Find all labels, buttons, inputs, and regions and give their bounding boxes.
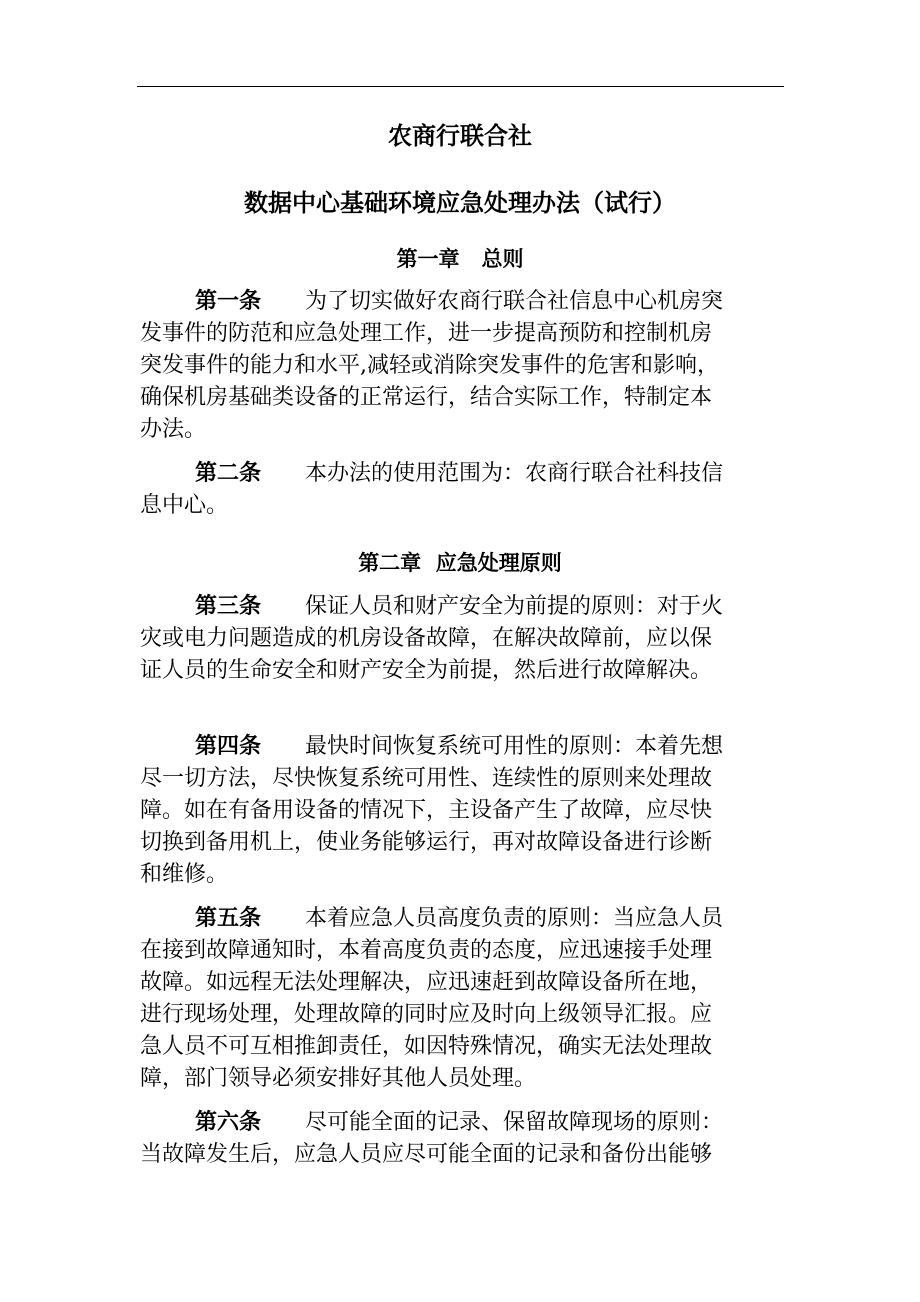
- article-label: 第五条: [195, 906, 262, 931]
- article-label: 第四条: [195, 734, 262, 759]
- paragraph-line: 和维修。: [140, 862, 229, 887]
- paragraph-line: 息中心。: [140, 493, 229, 518]
- article-label: 第一条: [195, 289, 262, 314]
- article-text: 本着应急人员高度负责的原则：当应急人员: [305, 906, 724, 931]
- article-text: 尽可能全面的记录、保留故障现场的原则：: [305, 1110, 724, 1135]
- article-text: 最快时间恢复系统可用性的原则：本着先想: [305, 734, 724, 759]
- paragraph-line: 灾或电力问题造成的机房设备故障，在解决故障前，应以保: [140, 626, 713, 651]
- article-text: 本办法的使用范围为：农商行联合社科技信: [305, 461, 724, 486]
- paragraph-line: [140, 903, 800, 935]
- paragraph-line: 确保机房基础类设备的正常运行，结合实际工作，特制定本: [140, 385, 713, 410]
- article-paragraph: [140, 286, 800, 446]
- article-label: 第三条: [195, 594, 262, 619]
- article-paragraph: [140, 903, 800, 1095]
- paragraph-line: [140, 286, 800, 318]
- paragraph-line: [140, 458, 800, 490]
- paragraph-line: [140, 731, 800, 763]
- article-text: 为了切实做好农商行联合社信息中心机房突: [305, 289, 724, 314]
- chapter-heading: 第二章 应急处理原则: [358, 551, 562, 575]
- article-text: 保证人员和财产安全为前提的原则：对于火: [305, 594, 724, 619]
- paragraph-line: 在接到故障通知时，本着高度负责的态度，应迅速接手处理: [140, 938, 713, 963]
- article-paragraph: [140, 591, 800, 687]
- paragraph-line: 发事件的防范和应急处理工作，进一步提高预防和控制机房: [140, 321, 713, 346]
- paragraph-line: 故障。如远程无法处理解决，应迅速赶到故障设备所在地，: [140, 970, 713, 995]
- paragraph-line: [140, 1107, 800, 1139]
- paragraph-line: 办法。: [140, 417, 207, 442]
- organization-title: 农商行联合社: [388, 122, 532, 150]
- paragraph-line: 突发事件的能力和水平,减轻或消除突发事件的危害和影响，: [140, 353, 719, 378]
- article-label: 第六条: [195, 1110, 262, 1135]
- paragraph-line: 进行现场处理，处理故障的同时应及时向上级领导汇报。应: [140, 1002, 713, 1027]
- header-rule: [137, 86, 784, 87]
- paragraph-line: 当故障发生后，应急人员应尽可能全面的记录和备份出能够: [140, 1142, 713, 1167]
- document-title: 数据中心基础环境应急处理办法（试行）: [244, 189, 676, 217]
- article-paragraph: [140, 1107, 800, 1171]
- paragraph-line: 尽一切方法，尽快恢复系统可用性、连续性的原则来处理故: [140, 766, 713, 791]
- paragraph-line: 障。如在有备用设备的情况下，主设备产生了故障，应尽快: [140, 798, 713, 823]
- chapter-heading: 第一章 总则: [396, 247, 524, 271]
- article-paragraph: [140, 731, 800, 891]
- paragraph-line: [140, 591, 800, 623]
- paragraph-line: 障，部门领导必须安排好其他人员处理。: [140, 1066, 537, 1091]
- paragraph-line: 证人员的生命安全和财产安全为前提，然后进行故障解决。: [140, 658, 713, 683]
- article-paragraph: [140, 458, 800, 522]
- paragraph-line: 急人员不可互相推卸责任，如因特殊情况，确实无法处理故: [140, 1034, 713, 1059]
- article-label: 第二条: [195, 461, 262, 486]
- paragraph-line: 切换到备用机上，使业务能够运行，再对故障设备进行诊断: [140, 830, 713, 855]
